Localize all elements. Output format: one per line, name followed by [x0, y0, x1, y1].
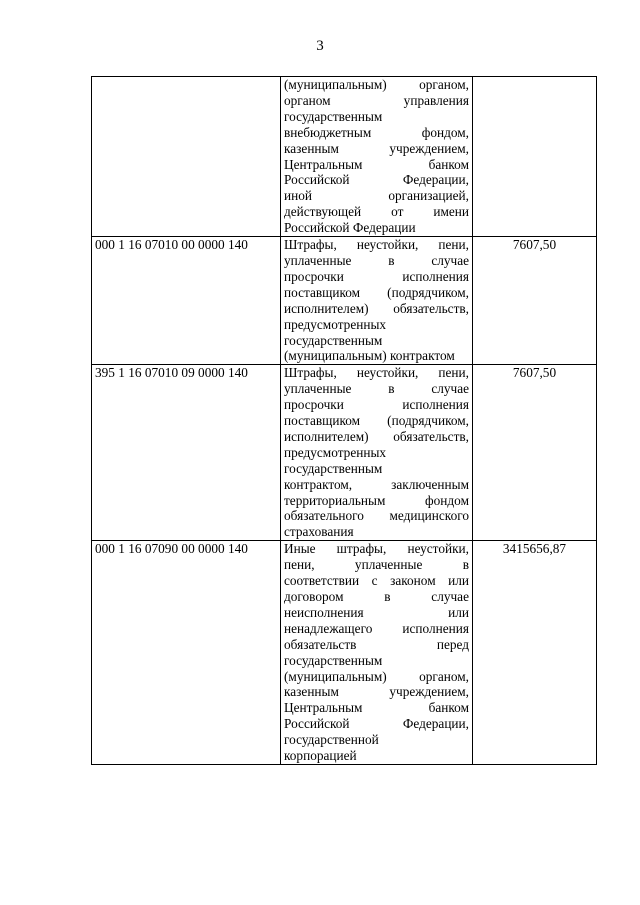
revenue-name-line: действующей от имени	[284, 204, 469, 220]
table-body	[92, 77, 597, 765]
table-row	[92, 365, 597, 541]
revenue-name-line: обязательного медицинского	[284, 508, 469, 524]
revenue-name-line: Иные штрафы, неустойки,	[284, 541, 469, 557]
budget-revenue-table	[91, 76, 597, 765]
revenue-name-line: иной организацией,	[284, 188, 469, 204]
revenue-name-line: поставщиком (подрядчиком,	[284, 284, 469, 300]
revenue-name-line: корпорацией	[284, 748, 357, 764]
revenue-name-line: (муниципальным) органом,	[284, 668, 469, 684]
budget-code-cell	[92, 77, 281, 237]
revenue-name-line: (муниципальным) органом,	[284, 77, 469, 92]
revenue-name-line: внебюджетным фондом,	[284, 124, 469, 140]
revenue-name-line: неисполнения или	[284, 604, 469, 620]
table-row	[92, 237, 597, 365]
revenue-name-line: соответствии с законом или	[284, 573, 469, 589]
revenue-name-line: Центральным банком	[284, 156, 469, 172]
revenue-name-line: просрочки исполнения	[284, 397, 469, 413]
revenue-name-line: казенным учреждением,	[284, 684, 469, 700]
table-row	[92, 541, 597, 765]
budget-code-cell: 395 1 16 07010 09 0000 140	[92, 365, 281, 541]
amount-cell: 7607,50	[473, 365, 597, 541]
revenue-name-line: казенным учреждением,	[284, 140, 469, 156]
revenue-name-line: Штрафы, неустойки, пени,	[284, 237, 469, 253]
revenue-name-line: государственным	[284, 332, 383, 348]
revenue-name-cell	[281, 541, 473, 765]
revenue-name-line: предусмотренных	[284, 444, 387, 460]
amount-cell	[473, 77, 597, 237]
budget-code-cell: 000 1 16 07090 00 0000 140	[92, 541, 281, 765]
revenue-name-line: исполнителем) обязательств,	[284, 428, 469, 444]
revenue-name-line: исполнителем) обязательств,	[284, 300, 469, 316]
revenue-name-line: территориальным фондом	[284, 492, 469, 508]
revenue-name-line: государственным	[284, 108, 383, 124]
revenue-name-cell	[281, 77, 473, 237]
revenue-name-line: контрактом, заключенным	[284, 476, 469, 492]
revenue-name-line: страхования	[284, 524, 354, 540]
revenue-name-line: Штрафы, неустойки, пени,	[284, 365, 469, 381]
amount-cell: 3415656,87	[473, 541, 597, 765]
revenue-name-line: государственным	[284, 652, 383, 668]
revenue-name-line: договором в случае	[284, 589, 469, 604]
revenue-name-line: пени, уплаченные в	[284, 557, 469, 573]
table-row	[92, 77, 597, 237]
revenue-name-line: Российской Федерации,	[284, 716, 469, 732]
page-number: 3	[316, 38, 324, 54]
revenue-name-line: (муниципальным) контрактом	[284, 348, 455, 364]
budget-code-cell: 000 1 16 07010 00 0000 140	[92, 237, 281, 365]
revenue-name-cell	[281, 237, 473, 365]
revenue-name-line: государственным	[284, 460, 383, 476]
revenue-name-line: просрочки исполнения	[284, 268, 469, 284]
revenue-name-line: государственной	[284, 732, 379, 748]
amount-cell: 7607,50	[473, 237, 597, 365]
revenue-name-line: уплаченные в случае	[284, 381, 469, 397]
revenue-name-line: Российской Федерации	[284, 220, 416, 236]
revenue-name-line: поставщиком (подрядчиком,	[284, 413, 469, 429]
revenue-name-line: органом управления	[284, 92, 469, 108]
revenue-name-line: Российской Федерации,	[284, 172, 469, 188]
revenue-name-line: ненадлежащего исполнения	[284, 620, 469, 636]
revenue-name-cell	[281, 365, 473, 541]
revenue-name-line: обязательств перед	[284, 636, 469, 652]
revenue-name-line: предусмотренных	[284, 316, 387, 332]
revenue-name-line: уплаченные в случае	[284, 252, 469, 268]
revenue-name-line: Центральным банком	[284, 700, 469, 716]
